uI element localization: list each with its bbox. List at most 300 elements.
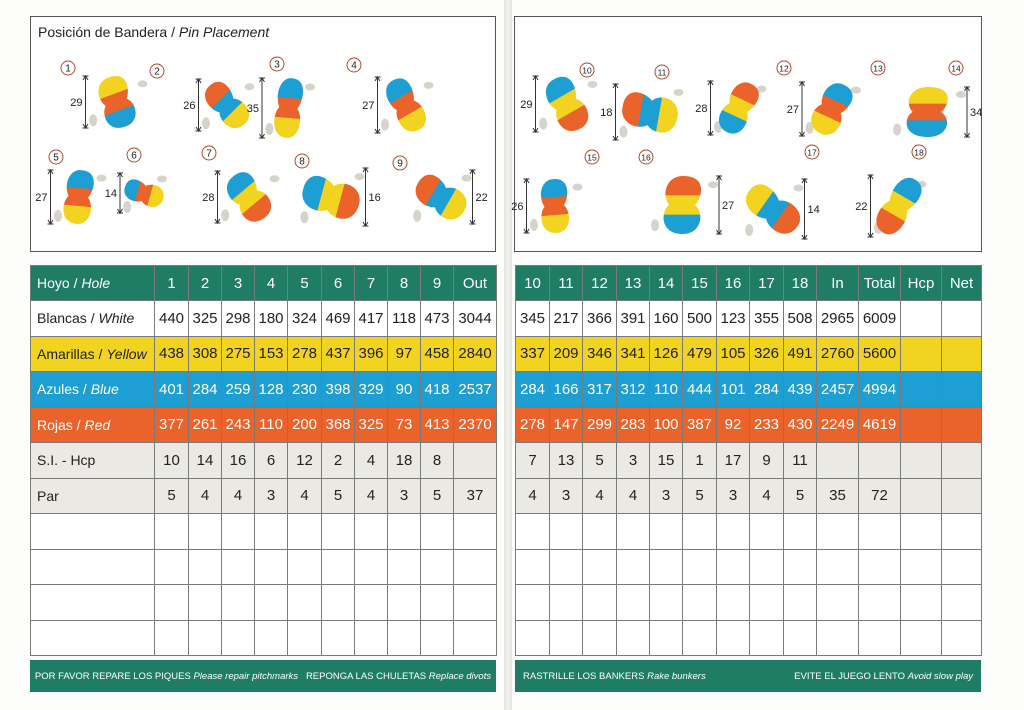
score-entry-cell[interactable] [650,620,683,656]
depth-marker [600,84,618,140]
score-cell: 13 [550,443,583,479]
score-cell: 110 [650,372,683,408]
footer-text-left: POR FAVOR REPARE LOS PIQUES Please repair pitchmarks REPONGA LAS CHULETAS Replace divots [34,670,492,682]
score-entry-cell[interactable] [255,514,288,550]
score-entry-cell[interactable] [583,585,617,621]
score-entry-cell[interactable] [255,620,288,656]
depth-marker [695,81,713,135]
svg-text:2: 2 [154,66,160,78]
pin-diagram-hole-3 [247,57,320,141]
hole-number: In [817,266,859,301]
score-cell: 2249 [817,407,859,443]
score-entry-cell[interactable] [288,514,322,550]
score-entry-cell[interactable] [683,585,717,621]
svg-text:6: 6 [131,150,137,162]
pin-diagram-hole-8 [293,153,381,242]
score-entry-cell[interactable] [421,549,454,585]
score-entry-cell[interactable] [550,514,583,550]
svg-text:8: 8 [299,156,305,168]
hole-number-badge [805,145,819,159]
score-entry-cell[interactable] [717,549,750,585]
score-cell: 508 [784,301,817,337]
hole-number: 13 [617,266,650,301]
score-cell: 283 [617,407,650,443]
score-cell: 439 [784,372,817,408]
score-entry-cell[interactable] [388,514,421,550]
score-cell: 387 [683,407,717,443]
green-shape [616,67,685,155]
score-entry-cell[interactable] [516,514,550,550]
score-entry-cell[interactable] [288,549,322,585]
score-cell: 100 [650,407,683,443]
score-entry-cell[interactable] [516,585,550,621]
score-entry-cell[interactable] [155,514,189,550]
score-entry-cell[interactable] [683,620,717,656]
score-entry-cell[interactable] [516,620,550,656]
score-entry-cell[interactable] [717,585,750,621]
depth-value: 16 [368,192,381,204]
score-entry-cell[interactable] [942,620,982,656]
hole-number: 10 [516,266,550,301]
front-header-row [31,266,497,301]
score-entry-cell[interactable] [189,620,222,656]
score-cell [942,478,982,514]
score-cell: 278 [288,336,322,372]
score-cell: 37 [454,478,497,514]
pin-diagram-hole-14 [884,61,982,138]
score-entry-cell[interactable] [901,514,942,550]
depth-value: 34 [970,107,983,119]
score-entry-cell[interactable] [322,514,355,550]
score-cell: 10 [155,443,189,479]
depth-value: 14 [104,188,117,200]
hole-number-badge [270,57,284,71]
score-cell: 4 [516,478,550,514]
green-shape [206,155,292,239]
score-entry-cell[interactable] [617,585,650,621]
hole-number-badge [639,150,653,164]
score-cell [942,372,982,408]
score-cell: 97 [388,336,421,372]
score-cell: 326 [750,336,784,372]
score-cell: 437 [322,336,355,372]
pin-diagram-hole-1 [61,61,158,139]
score-entry-cell[interactable] [583,549,617,585]
depth-value: 26 [183,100,196,112]
svg-text:7: 7 [206,148,212,160]
score-cell: 3044 [454,301,497,337]
depth-value: 29 [520,99,533,111]
score-entry-cell[interactable] [817,514,859,550]
score-entry-cell[interactable] [784,514,817,550]
row-label: Azules / Blue [31,372,155,408]
score-cell: 3 [617,443,650,479]
depth-marker [716,176,734,234]
pin-diagram-hole-7 [202,146,292,239]
score-cell: 275 [222,336,255,372]
score-cell: 500 [683,301,717,337]
score-entry-cell[interactable] [222,514,255,550]
score-entry-cell[interactable] [859,549,901,585]
score-cell: 2840 [454,336,497,372]
svg-text:13: 13 [873,63,883,74]
score-cell: 312 [617,372,650,408]
svg-text:14: 14 [951,63,961,74]
footer-etiquette-left [30,660,496,692]
score-entry-cell[interactable] [583,514,617,550]
score-entry-cell[interactable] [617,514,650,550]
score-cell: 126 [650,336,683,372]
hole-number-badge [949,61,963,75]
score-entry-cell[interactable] [583,620,617,656]
score-cell: 5600 [859,336,901,372]
score-cell: 284 [189,372,222,408]
score-cell: 2370 [454,407,497,443]
score-cell: 345 [516,301,550,337]
score-cell [901,336,942,372]
score-cell: 110 [255,407,288,443]
score-cell: 366 [583,301,617,337]
hole-number: 5 [288,266,322,301]
score-cell: 17 [717,443,750,479]
score-entry-cell[interactable] [288,585,322,621]
score-entry-cell[interactable] [516,549,550,585]
score-entry-cell[interactable] [421,620,454,656]
score-cell: 308 [189,336,222,372]
score-entry-cell[interactable] [550,585,583,621]
score-cell: 3 [650,478,683,514]
score-entry-cell[interactable] [454,620,497,656]
score-entry-cell[interactable] [421,585,454,621]
hole-number: 4 [255,266,288,301]
hole-number: Net [942,266,982,301]
pin-diagram-hole-17 [729,145,820,254]
back-nine-table [515,265,982,656]
score-entry-cell[interactable] [901,620,942,656]
row-label: S.I. - Hcp [31,443,155,479]
pin-diagram-hole-9 [393,154,488,240]
score-entry-cell[interactable] [255,549,288,585]
hole-number: 6 [322,266,355,301]
hole-number-badge [393,156,407,170]
score-entry-cell[interactable] [683,549,717,585]
score-entry-cell[interactable] [817,549,859,585]
score-cell: 355 [750,301,784,337]
score-cell: 4994 [859,372,901,408]
score-cell: 92 [717,407,750,443]
score-entry-cell[interactable] [222,620,255,656]
score-cell: 491 [784,336,817,372]
score-cell [901,478,942,514]
score-entry-cell[interactable] [189,585,222,621]
score-cell: 9 [750,443,784,479]
score-cell: 473 [421,301,454,337]
score-entry-cell[interactable] [222,585,255,621]
score-entry-cell[interactable] [901,549,942,585]
score-cell [942,336,982,372]
score-entry-cell[interactable] [859,514,901,550]
hole-number: 1 [155,266,189,301]
score-entry-cell[interactable] [784,620,817,656]
row-label: Blancas / White [31,301,155,337]
score-entry-cell[interactable] [550,549,583,585]
pin-placement-title: Posición de Bandera / Pin Placement [38,24,270,40]
score-entry-cell[interactable] [817,620,859,656]
hole-number-badge [202,146,216,160]
score-cell: 444 [683,372,717,408]
depth-value: 27 [362,100,375,112]
score-entry-cell[interactable] [388,620,421,656]
depth-marker [964,87,982,137]
score-cell: 391 [617,301,650,337]
green-shape [700,71,777,146]
pin-diagrams-front [31,17,495,251]
hole-number-badge [655,65,669,79]
score-cell [817,443,859,479]
score-entry-cell[interactable] [355,620,388,656]
front-row [31,443,497,479]
hole-number: 8 [388,266,421,301]
score-entry-cell[interactable] [155,620,189,656]
depth-value: 14 [807,204,820,216]
score-cell: 479 [683,336,717,372]
pin-diagram-hole-6 [105,148,170,221]
score-entry-cell[interactable] [255,585,288,621]
player-row [31,514,497,550]
score-cell: 2537 [454,372,497,408]
score-entry-cell[interactable] [288,620,322,656]
score-cell: 147 [550,407,583,443]
score-cell: 377 [155,407,189,443]
row-label: Rojas / Red [31,407,155,443]
score-cell: 261 [189,407,222,443]
score-cell [901,443,942,479]
score-cell: 341 [617,336,650,372]
front-row [31,407,497,443]
hole-number: Out [454,266,497,301]
depth-marker [855,175,873,237]
hole-number: 7 [355,266,388,301]
hole-number: 18 [784,266,817,301]
score-cell: 5 [583,443,617,479]
score-cell: 233 [750,407,784,443]
svg-text:5: 5 [53,152,59,164]
score-entry-cell[interactable] [454,549,497,585]
score-entry-cell[interactable] [617,549,650,585]
score-cell: 3 [255,478,288,514]
score-cell: 90 [388,372,421,408]
score-entry-cell[interactable] [322,585,355,621]
score-cell: 458 [421,336,454,372]
hole-number: 9 [421,266,454,301]
depth-value: 27 [722,200,735,212]
score-cell: 101 [717,372,750,408]
score-entry-cell[interactable] [717,514,750,550]
score-cell: 324 [288,301,322,337]
score-entry-cell[interactable] [784,585,817,621]
score-entry-cell[interactable] [817,585,859,621]
score-entry-cell[interactable] [222,549,255,585]
score-entry-cell[interactable] [942,585,982,621]
hole-number: 17 [750,266,784,301]
score-cell: 105 [717,336,750,372]
pin-diagram-hole-10 [520,63,613,146]
score-entry-cell[interactable] [355,585,388,621]
svg-text:10: 10 [582,65,592,76]
score-cell: 2760 [817,336,859,372]
footer-text-slowplay: EVITE EL JUEGO LENTO Avoid slow play [794,670,973,682]
score-entry-cell[interactable] [750,585,784,621]
score-entry-cell[interactable] [189,514,222,550]
row-label: Amarillas / Yellow [31,336,155,372]
green-shape [401,154,482,240]
score-cell: 418 [421,372,454,408]
score-cell: 2 [322,443,355,479]
score-cell: 5 [683,478,717,514]
hole-number: Hcp [901,266,942,301]
score-entry-cell[interactable] [859,620,901,656]
score-entry-cell[interactable] [421,514,454,550]
svg-text:18: 18 [914,147,924,158]
score-cell: 284 [516,372,550,408]
score-entry-cell[interactable] [942,514,982,550]
hole-number-badge [295,154,309,168]
score-cell: 72 [859,478,901,514]
score-cell: 440 [155,301,189,337]
hole-number: 2 [189,266,222,301]
score-cell: 337 [516,336,550,372]
score-entry-cell[interactable] [683,514,717,550]
depth-value: 27 [786,104,799,116]
score-entry-cell[interactable] [750,549,784,585]
score-cell: 438 [155,336,189,372]
score-entry-cell[interactable] [388,549,421,585]
svg-text:4: 4 [351,60,357,72]
score-entry-cell[interactable] [901,585,942,621]
depth-value: 27 [35,192,48,204]
score-cell: 243 [222,407,255,443]
score-cell: 417 [355,301,388,337]
score-cell: 209 [550,336,583,372]
score-cell [454,443,497,479]
score-cell: 317 [583,372,617,408]
score-entry-cell[interactable] [155,549,189,585]
score-cell: 4 [288,478,322,514]
score-cell: 346 [583,336,617,372]
score-entry-cell[interactable] [322,549,355,585]
score-cell: 230 [288,372,322,408]
score-entry-cell[interactable] [942,549,982,585]
back-header-row [516,266,982,301]
score-entry-cell[interactable] [750,514,784,550]
footer-etiquette-right [515,660,981,692]
player-row [31,549,497,585]
score-cell: 7 [516,443,550,479]
row-label: Par [31,478,155,514]
pin-diagram-hole-12 [695,61,791,146]
score-entry-cell[interactable] [650,549,683,585]
svg-text:9: 9 [397,158,403,170]
score-cell [859,443,901,479]
score-cell: 278 [516,407,550,443]
depth-marker [363,168,381,226]
score-entry-cell[interactable] [617,620,650,656]
depth-marker [70,76,88,128]
score-entry-cell[interactable] [388,585,421,621]
player-row [516,585,982,621]
front-row [31,301,497,337]
score-cell: 4 [189,478,222,514]
header-label: Hoyo / Hole [31,266,155,301]
score-cell: 200 [288,407,322,443]
hole-number-badge [912,145,926,159]
score-cell: 259 [222,372,255,408]
score-entry-cell[interactable] [784,549,817,585]
depth-value: 22 [475,192,488,204]
hole-number: 11 [550,266,583,301]
hole-number-badge [580,63,594,77]
hole-number-badge [61,61,75,75]
depth-marker [362,77,380,133]
svg-text:12: 12 [779,63,789,74]
score-cell: 2457 [817,372,859,408]
score-entry-cell[interactable] [750,620,784,656]
depth-value: 26 [511,201,524,213]
score-cell: 430 [784,407,817,443]
score-cell: 12 [288,443,322,479]
score-cell: 3 [550,478,583,514]
pin-diagram-hole-16 [639,150,734,235]
score-entry-cell[interactable] [189,549,222,585]
score-entry-cell[interactable] [454,585,497,621]
score-entry-cell[interactable] [155,585,189,621]
score-cell: 298 [222,301,255,337]
score-entry-cell[interactable] [355,549,388,585]
score-cell: 128 [255,372,288,408]
score-entry-cell[interactable] [454,514,497,550]
score-entry-cell[interactable] [859,585,901,621]
depth-value: 29 [70,97,83,109]
hole-number: 14 [650,266,683,301]
depth-marker [802,179,820,239]
depth-value: 18 [600,107,613,119]
player-name-cell [31,549,155,585]
score-entry-cell[interactable] [355,514,388,550]
score-cell: 11 [784,443,817,479]
score-entry-cell[interactable] [550,620,583,656]
front-nine-table [30,265,497,656]
depth-marker [470,170,488,224]
front-row [31,478,497,514]
score-cell: 5 [784,478,817,514]
score-cell: 299 [583,407,617,443]
score-cell: 396 [355,336,388,372]
pin-diagram-hole-4 [347,58,446,145]
back-row [516,336,982,372]
score-entry-cell[interactable] [322,620,355,656]
score-cell [901,301,942,337]
pin-diagrams-back [511,17,983,251]
player-row [516,549,982,585]
score-entry-cell[interactable] [650,514,683,550]
footer-text-rake: RASTRILLE LOS BANKERS Rake bunkers [523,670,706,682]
player-name-cell [31,620,155,656]
player-row [31,620,497,656]
score-entry-cell[interactable] [650,585,683,621]
score-cell: 4 [355,443,388,479]
score-cell: 15 [650,443,683,479]
score-entry-cell[interactable] [717,620,750,656]
